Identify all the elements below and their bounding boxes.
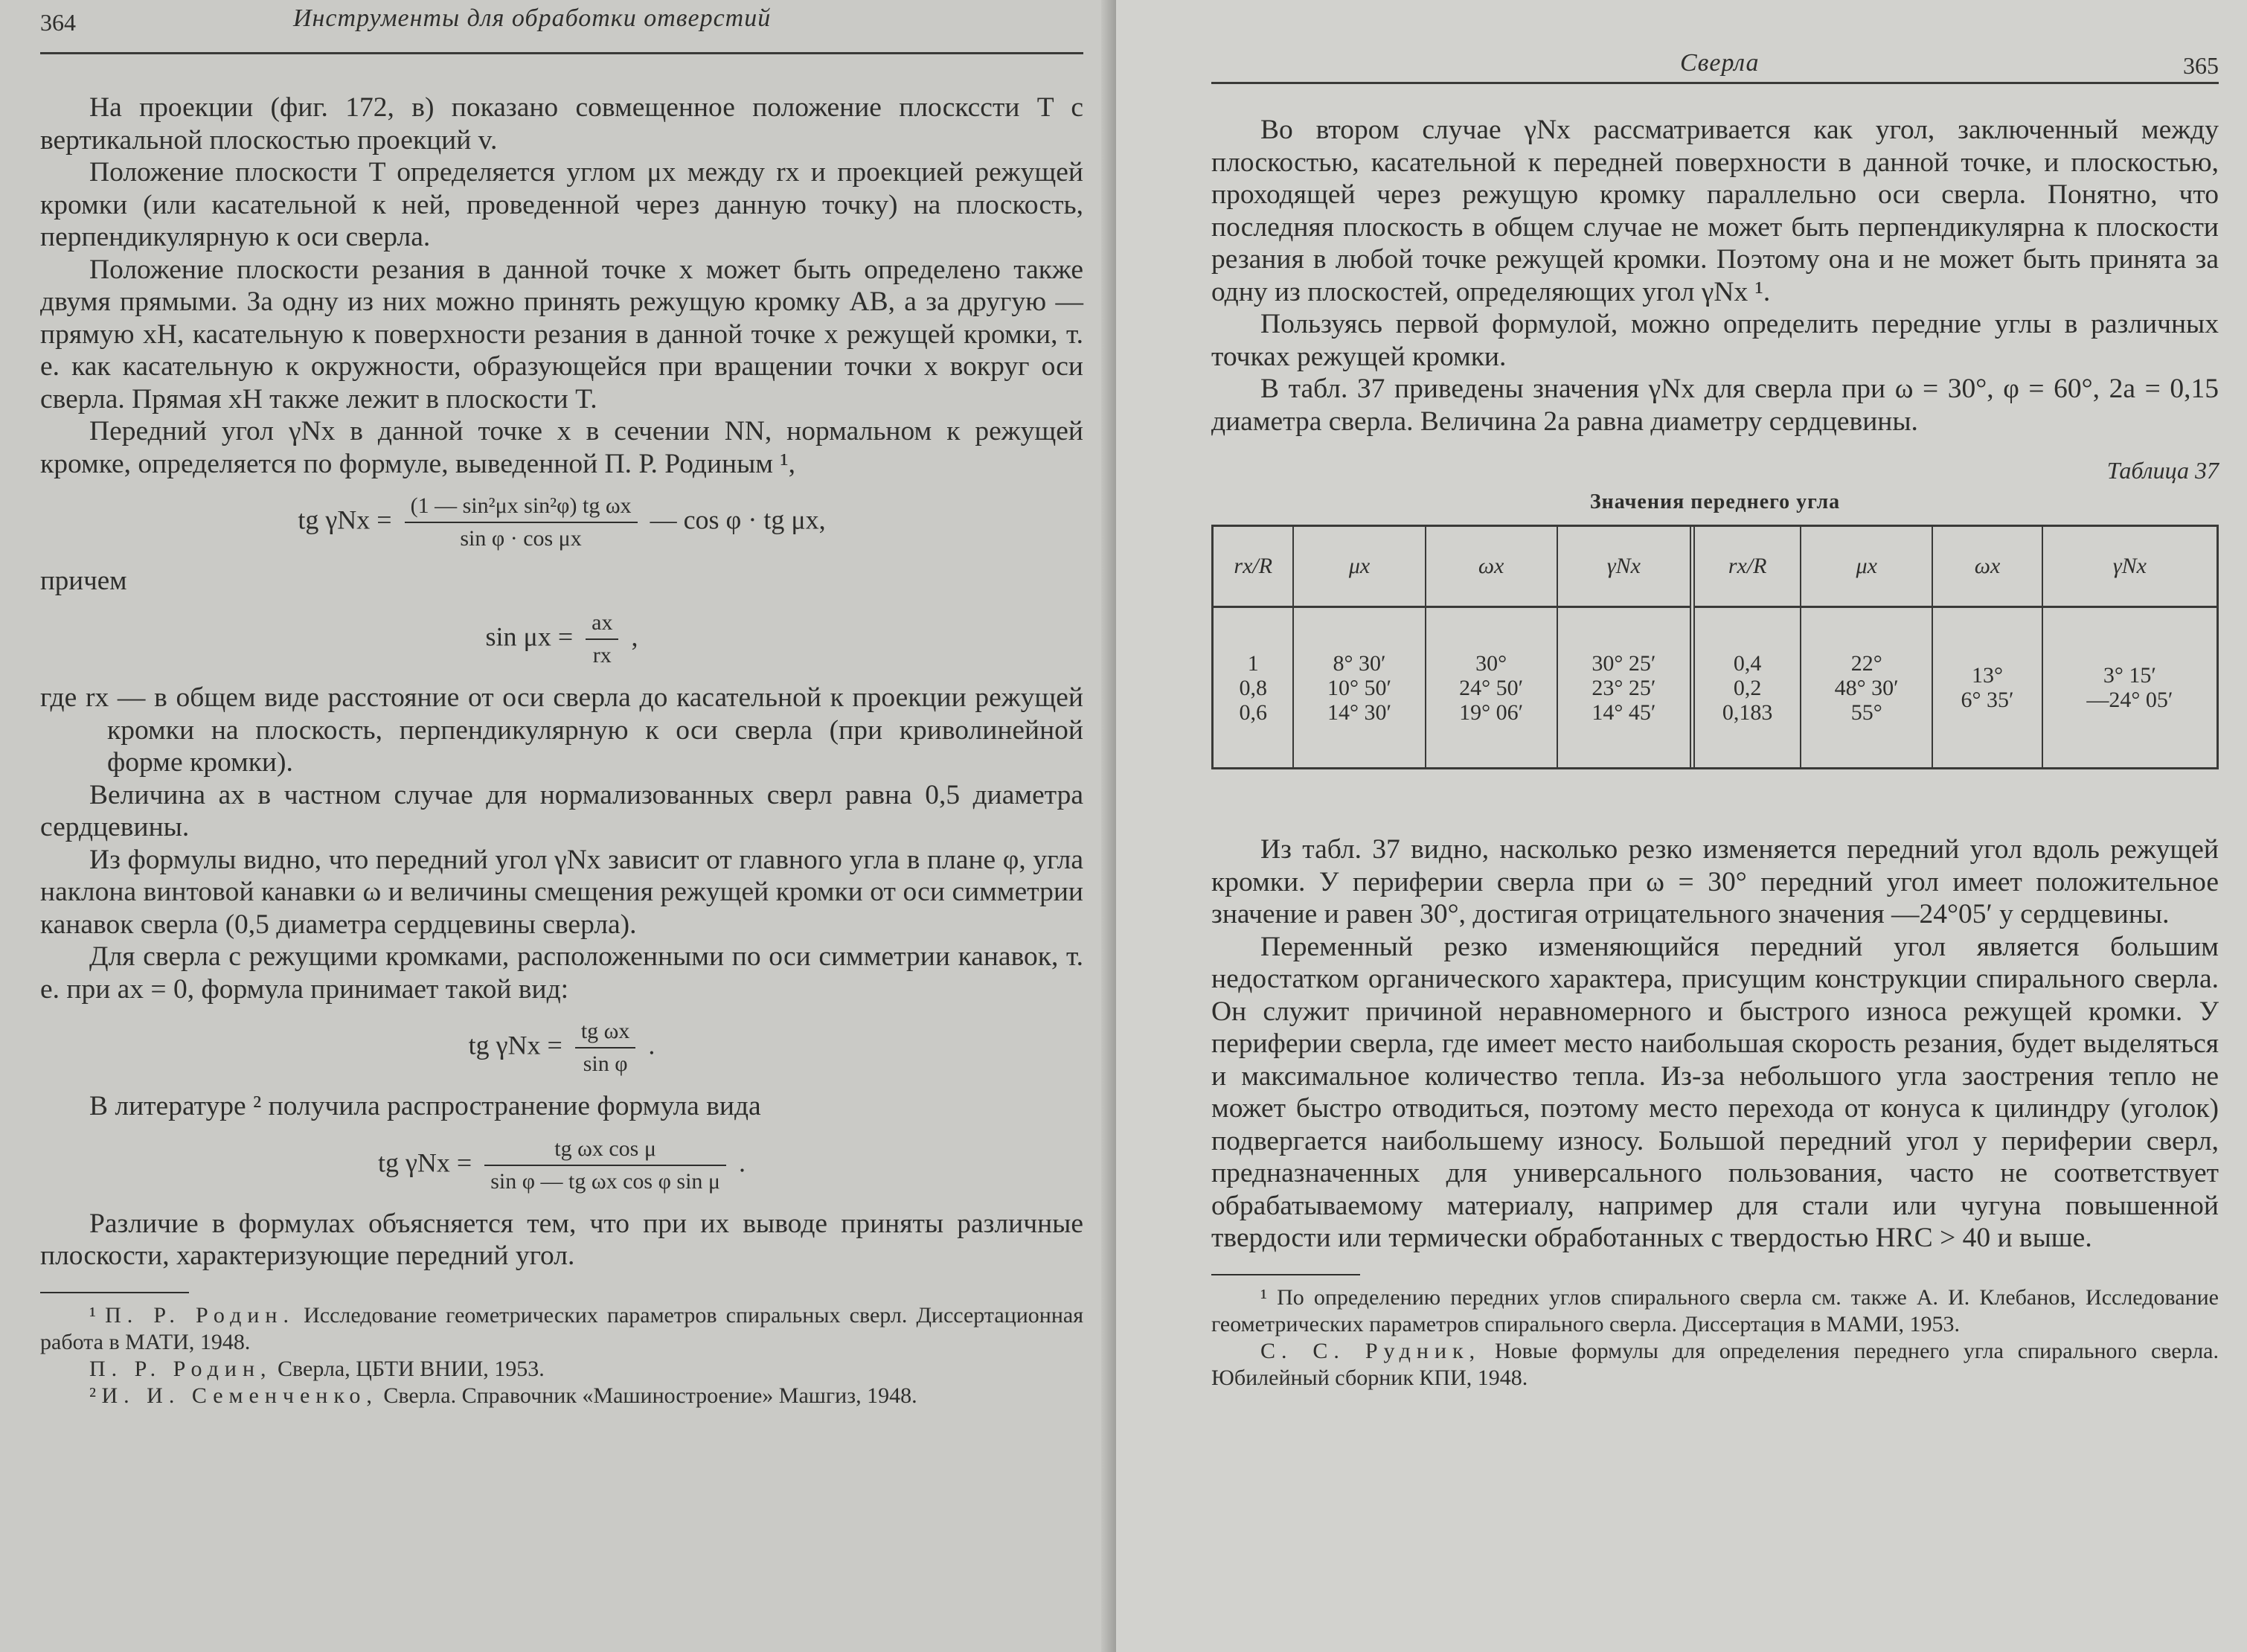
right-running-title: Сверла	[1680, 49, 1760, 77]
paragraph: На проекции (фиг. 172, в) показано совмещенное положение плоскссти T с вертикальной плоскостью проекций v.	[40, 92, 1083, 156]
footnote: ¹ По определению передних углов спирального сверла см. также А. И. Клебанов, Исследование геометрических параметров спирального сверла. Диссертация в МАМИ, 1953.	[1211, 1284, 2219, 1336]
formula-numerator: (1 — sin²μx sin²φ) tg ωx	[405, 493, 638, 523]
paragraph: Из формулы видно, что передний угол γNx зависит от главного угла в плане φ, угла наклона винтовой канавки ω и величины смещения режущей кромки от оси симметрии канавок сверла (0,5 диаметра сердцевины сверла).	[40, 844, 1083, 940]
formula-tail: — cos φ · tg μx,	[650, 505, 826, 535]
paragraph: Пользуясь первой формулой, можно определить передние углы в различных точках режущей кромки.	[1211, 309, 2219, 372]
formula-lhs: tg γNx =	[377, 1147, 472, 1177]
paragraph: Из табл. 37 видно, насколько резко изменяется передний угол вдоль режущей кромки. У периферии сверла при ω = 30° передний угол имеет положительное значение и равен 30°, достигая отрицательного значения —24°05′ у сердцевины.	[1211, 834, 2219, 929]
formula-fraction	[586, 610, 618, 668]
right-footnotes	[1211, 1284, 2219, 1392]
formula-numerator: tg ωx cos μ	[484, 1136, 726, 1166]
table-cell: 22° 48° 30′ 55°	[1801, 607, 1932, 768]
table-cell: 1 0,8 0,6	[1239, 650, 1267, 725]
footnote-text: Исследование геометрических параметров спиральных сверл. Диссертационная работа в МАТИ, 1948.	[40, 1302, 1084, 1354]
footnote	[1211, 1338, 2219, 1392]
table-cell: 30° 24° 50′ 19° 06′	[1426, 607, 1557, 768]
paragraph: В табл. 37 приведены значения γNx для сверла при ω = 30°, φ = 60°, 2a = 0,15 диаметра сверла. Величина 2a равна диаметру сердцевины.	[1211, 374, 2219, 437]
table-header-row	[1214, 527, 2216, 607]
paragraph: Для сверла с режущими кромками, расположенными по оси симметрии канавок, т. е. при ax = 0, формула принимает такой вид:	[40, 941, 1083, 1005]
table-header-cell: μx	[1293, 527, 1425, 607]
paragraph: В литературе ² получила распространение формула вида	[89, 1091, 761, 1121]
label-prichem: причем	[40, 566, 127, 596]
table-row	[1214, 607, 2216, 768]
table-header-cell: μx	[1801, 527, 1932, 607]
right-page	[1116, 0, 2247, 1652]
footnote-author: С. С. Рудник,	[1260, 1338, 1481, 1363]
where-definition: где rx — в общем виде расстояние от оси сверла до касательной к проекции режущей кромки на плоскость, перпендикулярную к оси сверла (при криволинейной форме кромки).	[40, 682, 1083, 778]
formula-fraction	[484, 1136, 726, 1194]
formula-literature	[40, 1136, 1083, 1194]
paragraph: Различие в формулах объясняется тем, что при их выводе приняты различные плоскости, характеризующие передний угол.	[40, 1208, 1083, 1271]
right-page-number: 365	[2183, 52, 2219, 79]
formula-lhs: tg γNx =	[298, 505, 392, 535]
formula-rodin	[40, 493, 1083, 551]
footnote-text: Сверла, ЦБТИ ВНИИ, 1953.	[278, 1356, 545, 1381]
formula-denominator: sin φ · cos μx	[460, 526, 582, 551]
footnote-text: По определению передних углов спирального сверла см. также А. И. Клебанов, Исследование геометрических параметров спирального сверла. Диссертация в МАМИ, 1953.	[1211, 1284, 2219, 1336]
rake-angle-table	[1211, 525, 2219, 769]
table-header-cell: ωx	[1426, 527, 1557, 607]
formula-tail: .	[648, 1030, 655, 1060]
footnote-rule	[40, 1292, 189, 1293]
table-caption: Таблица 37	[2106, 457, 2219, 484]
left-page-number: 364	[40, 9, 76, 36]
footnote: ² И. И. Семенченко, Сверла. Справочник «Машиностроение» Машгиз, 1948.	[89, 1383, 917, 1408]
formula-fraction	[405, 493, 638, 551]
paragraph: Величина ax в частном случае для нормализованных сверл равна 0,5 диаметра сердцевины.	[40, 779, 1083, 842]
paragraph: Передний угол γNx в данной точке x в сечении NN, нормальном к режущей кромке, определяется по формуле, выведенной П. Р. Родиным ¹,	[40, 416, 1083, 479]
formula-lhs: sin μx =	[485, 621, 574, 652]
left-footnotes	[40, 1302, 1083, 1409]
right-running-head	[1211, 30, 2219, 84]
table-header-cell: rx/R	[1693, 527, 1801, 607]
formula-fraction	[575, 1019, 636, 1077]
footnote: ¹ П. Р. Родин. Исследование геометрических параметров спиральных сверл. Диссертационная работа в МАТИ, 1948.	[40, 1302, 1084, 1354]
left-running-title: Инструменты для обработки отверстий	[293, 4, 772, 32]
table-cell: 13° 6° 35′	[1932, 607, 2042, 768]
footnote-text: Сверла. Справочник «Машиностроение» Машгиз, 1948.	[383, 1383, 917, 1408]
formula-numerator: ax	[586, 610, 618, 640]
footnote	[40, 1356, 1083, 1383]
table-header-cell: rx/R	[1214, 527, 1293, 607]
table-cell: 30° 25′ 23° 25′ 14° 45′	[1557, 607, 1693, 768]
formula-sin-mu	[40, 610, 1083, 668]
paragraph: Переменный резко изменяющийся передний угол является большим недостатком органического характера, присущим конструкции спирального сверла. Он служит причиной неравномерного и быстрого износа режущей кромки. У периферии сверла, где имеет место наибольшая скорость резания, будет выделяться и максимальное количество тепла. Из-за небольшого угла заострения тепло не может быстро отводиться, поэтому место перехода от конуса к цилиндру (уголок) подвергается наибольшему износу. Большой передний угол у периферии сверл, предназначенных для универсального пользования, часто не соответствует обрабатываемому материалу, например для стали или чугуна повышенной твердости или термически обработанных с твердостью HRC > 40 и выше.	[1211, 931, 2219, 1253]
formula-tail: .	[739, 1147, 746, 1177]
left-page	[0, 0, 1116, 1652]
formula-simplified	[40, 1019, 1083, 1077]
footnote-rule	[1211, 1274, 1360, 1275]
table-header-cell: γNx	[2042, 527, 2216, 607]
footnote-author: П. Р. Родин.	[105, 1302, 295, 1328]
formula-numerator: tg ωx	[575, 1019, 636, 1048]
formula-denominator: sin φ	[583, 1051, 628, 1076]
table-header-cell: ωx	[1932, 527, 2042, 607]
table-cell: 8° 30′ 10° 50′ 14° 30′	[1293, 607, 1425, 768]
table-cell: 0,4 0,2 0,183	[1693, 607, 1801, 768]
formula-lhs: tg γNx =	[468, 1030, 562, 1060]
footnote-author: П. Р. Родин,	[89, 1356, 272, 1381]
paragraph: Во втором случае γNx рассматривается как угол, заключенный между плоскостью, касательной к передней поверхности в данной точке, и плоскостью, проходящей через режущую кромку параллельно оси сверла. Понятно, что последняя плоскость в общем случае не может быть перпендикулярна к плоскости резания в любой точке режущей кромки. Поэтому она и не может быть принята за одну из плоскостей, определяющих угол γNx ¹.	[1211, 115, 2219, 307]
paragraph: Положение плоскости T определяется углом μx между rx и проекцией режущей кромки (или касательной к ней, проведенной через данную точку) на плоскость, перпендикулярную к оси сверла.	[40, 157, 1083, 252]
formula-denominator: rx	[592, 643, 612, 667]
left-running-head	[40, 0, 1083, 54]
paragraph: Положение плоскости резания в данной точке x может быть определено также двумя прямыми. За одну из них можно принять режущую кромку AB, а за другую — прямую xH, касательную к поверхности резания в данной точке x режущей кромки, т. е. как касательную к окружности, образующейся при вращении точки x вокруг оси сверла. Прямая xH также лежит в плоскости T.	[40, 254, 1083, 414]
table-header-cell: γNx	[1557, 527, 1693, 607]
formula-tail: ,	[631, 621, 638, 652]
formula-denominator: sin φ — tg ωx cos φ sin μ	[490, 1168, 721, 1194]
table-title: Значения переднего угла	[1589, 490, 1841, 513]
table-cell: 3° 15′ —24° 05′	[2042, 607, 2216, 768]
footnote-author: И. И. Семенченко,	[101, 1383, 378, 1408]
footnote-text: Новые формулы для определения переднего угла спирального сверла. Юбилейный сборник КПИ, 1948.	[1211, 1338, 2219, 1390]
